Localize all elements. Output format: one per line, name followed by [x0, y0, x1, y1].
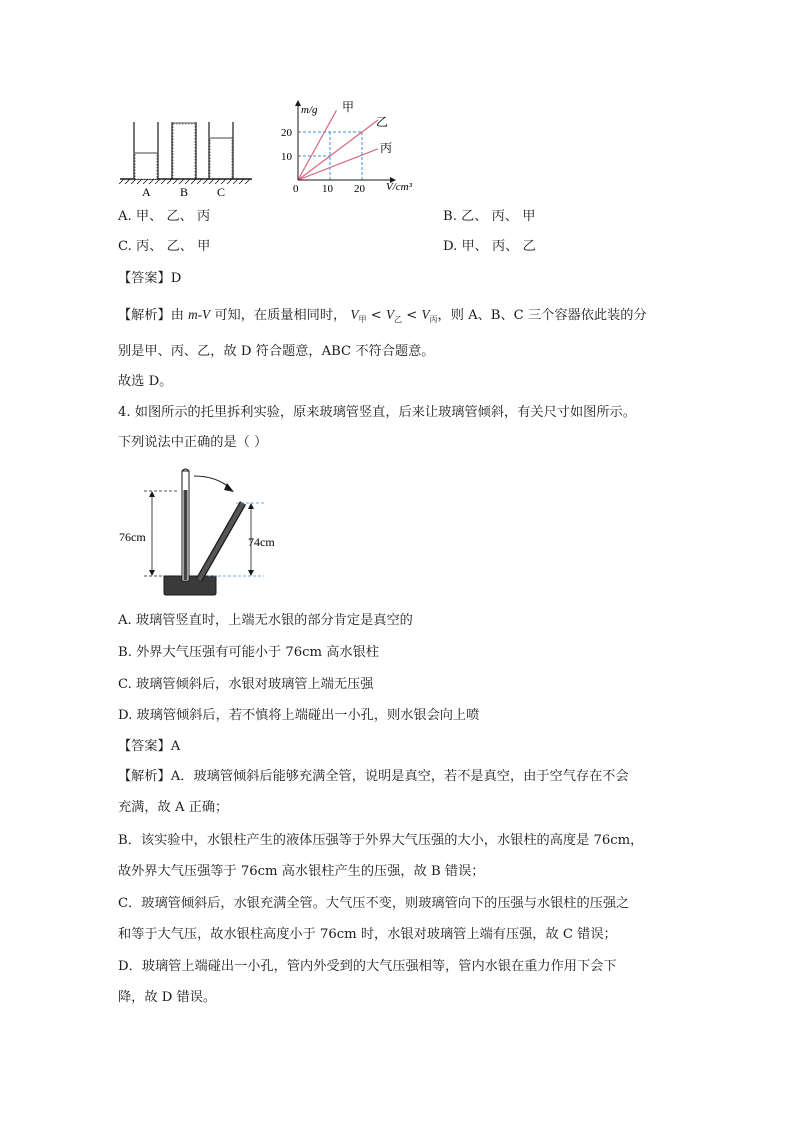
y-tick-10: 10	[281, 151, 292, 163]
q3-analysis-line-1	[118, 306, 647, 329]
containers-figure	[118, 116, 258, 198]
q4-stem-line-2: 下列说法中正确的是（ ）	[118, 435, 268, 450]
mv-text: m-V	[188, 307, 211, 322]
analysis-mid: 可知，在质量相同时，	[214, 308, 347, 323]
label-c: C	[217, 185, 226, 198]
q4-analysis-line-3: B．该实验中，水银柱产生的液体压强等于外界大气压强的大小，水银柱的高度是 76cm，	[118, 833, 644, 848]
q3-option-b[interactable]: B. 乙、 丙、 甲	[443, 209, 536, 224]
lt-1: <	[370, 308, 382, 323]
q3-option-a[interactable]: A. 甲、 乙、 丙	[118, 209, 211, 224]
label-a: A	[142, 185, 151, 198]
analysis-suffix: ，则 A、B、C 三个容器依此装的分	[437, 308, 647, 323]
lt-2: <	[406, 308, 418, 323]
mv-chart	[278, 96, 428, 196]
label-74cm: 74cm	[248, 535, 275, 549]
q4-option-a[interactable]: A. 玻璃管竖直时，上端无水银的部分肯定是真空的	[118, 613, 413, 628]
origin-label: 0	[293, 183, 299, 195]
y-axis-label: m/g	[301, 104, 318, 116]
series-line-bing	[298, 149, 378, 180]
series-line-jia	[298, 110, 336, 180]
series-line-yi	[298, 120, 378, 180]
series-lines	[298, 110, 378, 180]
container-b	[172, 122, 196, 179]
q4-option-d[interactable]: D. 玻璃管倾斜后，若不慎将上端碰出一小孔，则水银会向上喷	[118, 708, 480, 723]
q3-option-d[interactable]: D. 甲、 丙、 乙	[443, 239, 536, 254]
container-c	[209, 122, 233, 179]
series-label-bing: 丙	[380, 141, 393, 155]
label-b: B	[180, 185, 189, 198]
vertical-tube	[182, 469, 189, 581]
v-yi: V	[385, 307, 394, 322]
analysis-prefix: 【解析】由	[118, 308, 184, 323]
q3-analysis-line-2: 别是甲、丙、乙，故 D 符合题意，ABC 不符合题意。	[118, 344, 435, 359]
container-a	[134, 122, 158, 179]
q4-analysis-line-1: 【解析】A．玻璃管倾斜后能够充满全管，说明是真空，若不是真空，由于空气存在不会	[118, 769, 629, 784]
y-tick-20: 20	[281, 127, 292, 139]
q3-choose: 故选 D。	[118, 374, 173, 389]
tilted-tube	[199, 503, 243, 580]
x-tick-10: 10	[322, 183, 333, 195]
q3-answer: 【答案】D	[118, 271, 182, 286]
v-jia: V	[350, 307, 359, 322]
q3-option-c[interactable]: C. 丙、 乙、 甲	[118, 239, 211, 254]
q4-analysis-line-5: C．玻璃管倾斜后，水银充满全管。大气压不变，则玻璃管向下的压强与水银柱的压强之	[118, 896, 630, 911]
q4-option-b[interactable]: B. 外界大气压强有可能小于 76cm 高水银柱	[118, 645, 379, 660]
tilt-arrow	[194, 476, 230, 488]
q4-analysis-line-8: 降，故 D 错误。	[118, 990, 217, 1005]
sub-bing: 丙	[429, 315, 438, 324]
sub-jia: 甲	[358, 315, 367, 324]
mercury-trough	[164, 576, 216, 595]
q4-stem-line-1: 4. 如图所示的托里拆利实验，原来玻璃管竖直，后来让玻璃管倾斜，有关尺寸如图所示。	[118, 405, 636, 420]
q4-answer: 【答案】A	[118, 739, 181, 754]
series-label-yi: 乙	[376, 115, 389, 129]
label-76cm: 76cm	[119, 530, 146, 544]
q4-analysis-line-4: 故外界大气压强等于 76cm 高水银柱产生的压强，故 B 错误；	[118, 864, 485, 879]
x-tick-20: 20	[354, 183, 365, 195]
torricelli-figure	[118, 466, 288, 598]
x-axis-label: V/cm³	[386, 181, 412, 193]
sub-yi: 乙	[394, 315, 402, 324]
v-bing: V	[421, 307, 430, 322]
q4-analysis-line-2: 充满，故 A 正确；	[118, 800, 229, 815]
series-label-jia: 甲	[342, 100, 355, 114]
q4-option-c[interactable]: C. 玻璃管倾斜后，水银对玻璃管上端无压强	[118, 677, 374, 692]
q4-analysis-line-6: 和等于大气压，故水银柱高度小于 76cm 时，水银对玻璃管上端有压强，故 C 错误；	[118, 927, 617, 942]
q4-analysis-line-7: D．玻璃管上端碰出一小孔，管内外受到的大气压强相等，管内水银在重力作用下会下	[118, 959, 617, 974]
